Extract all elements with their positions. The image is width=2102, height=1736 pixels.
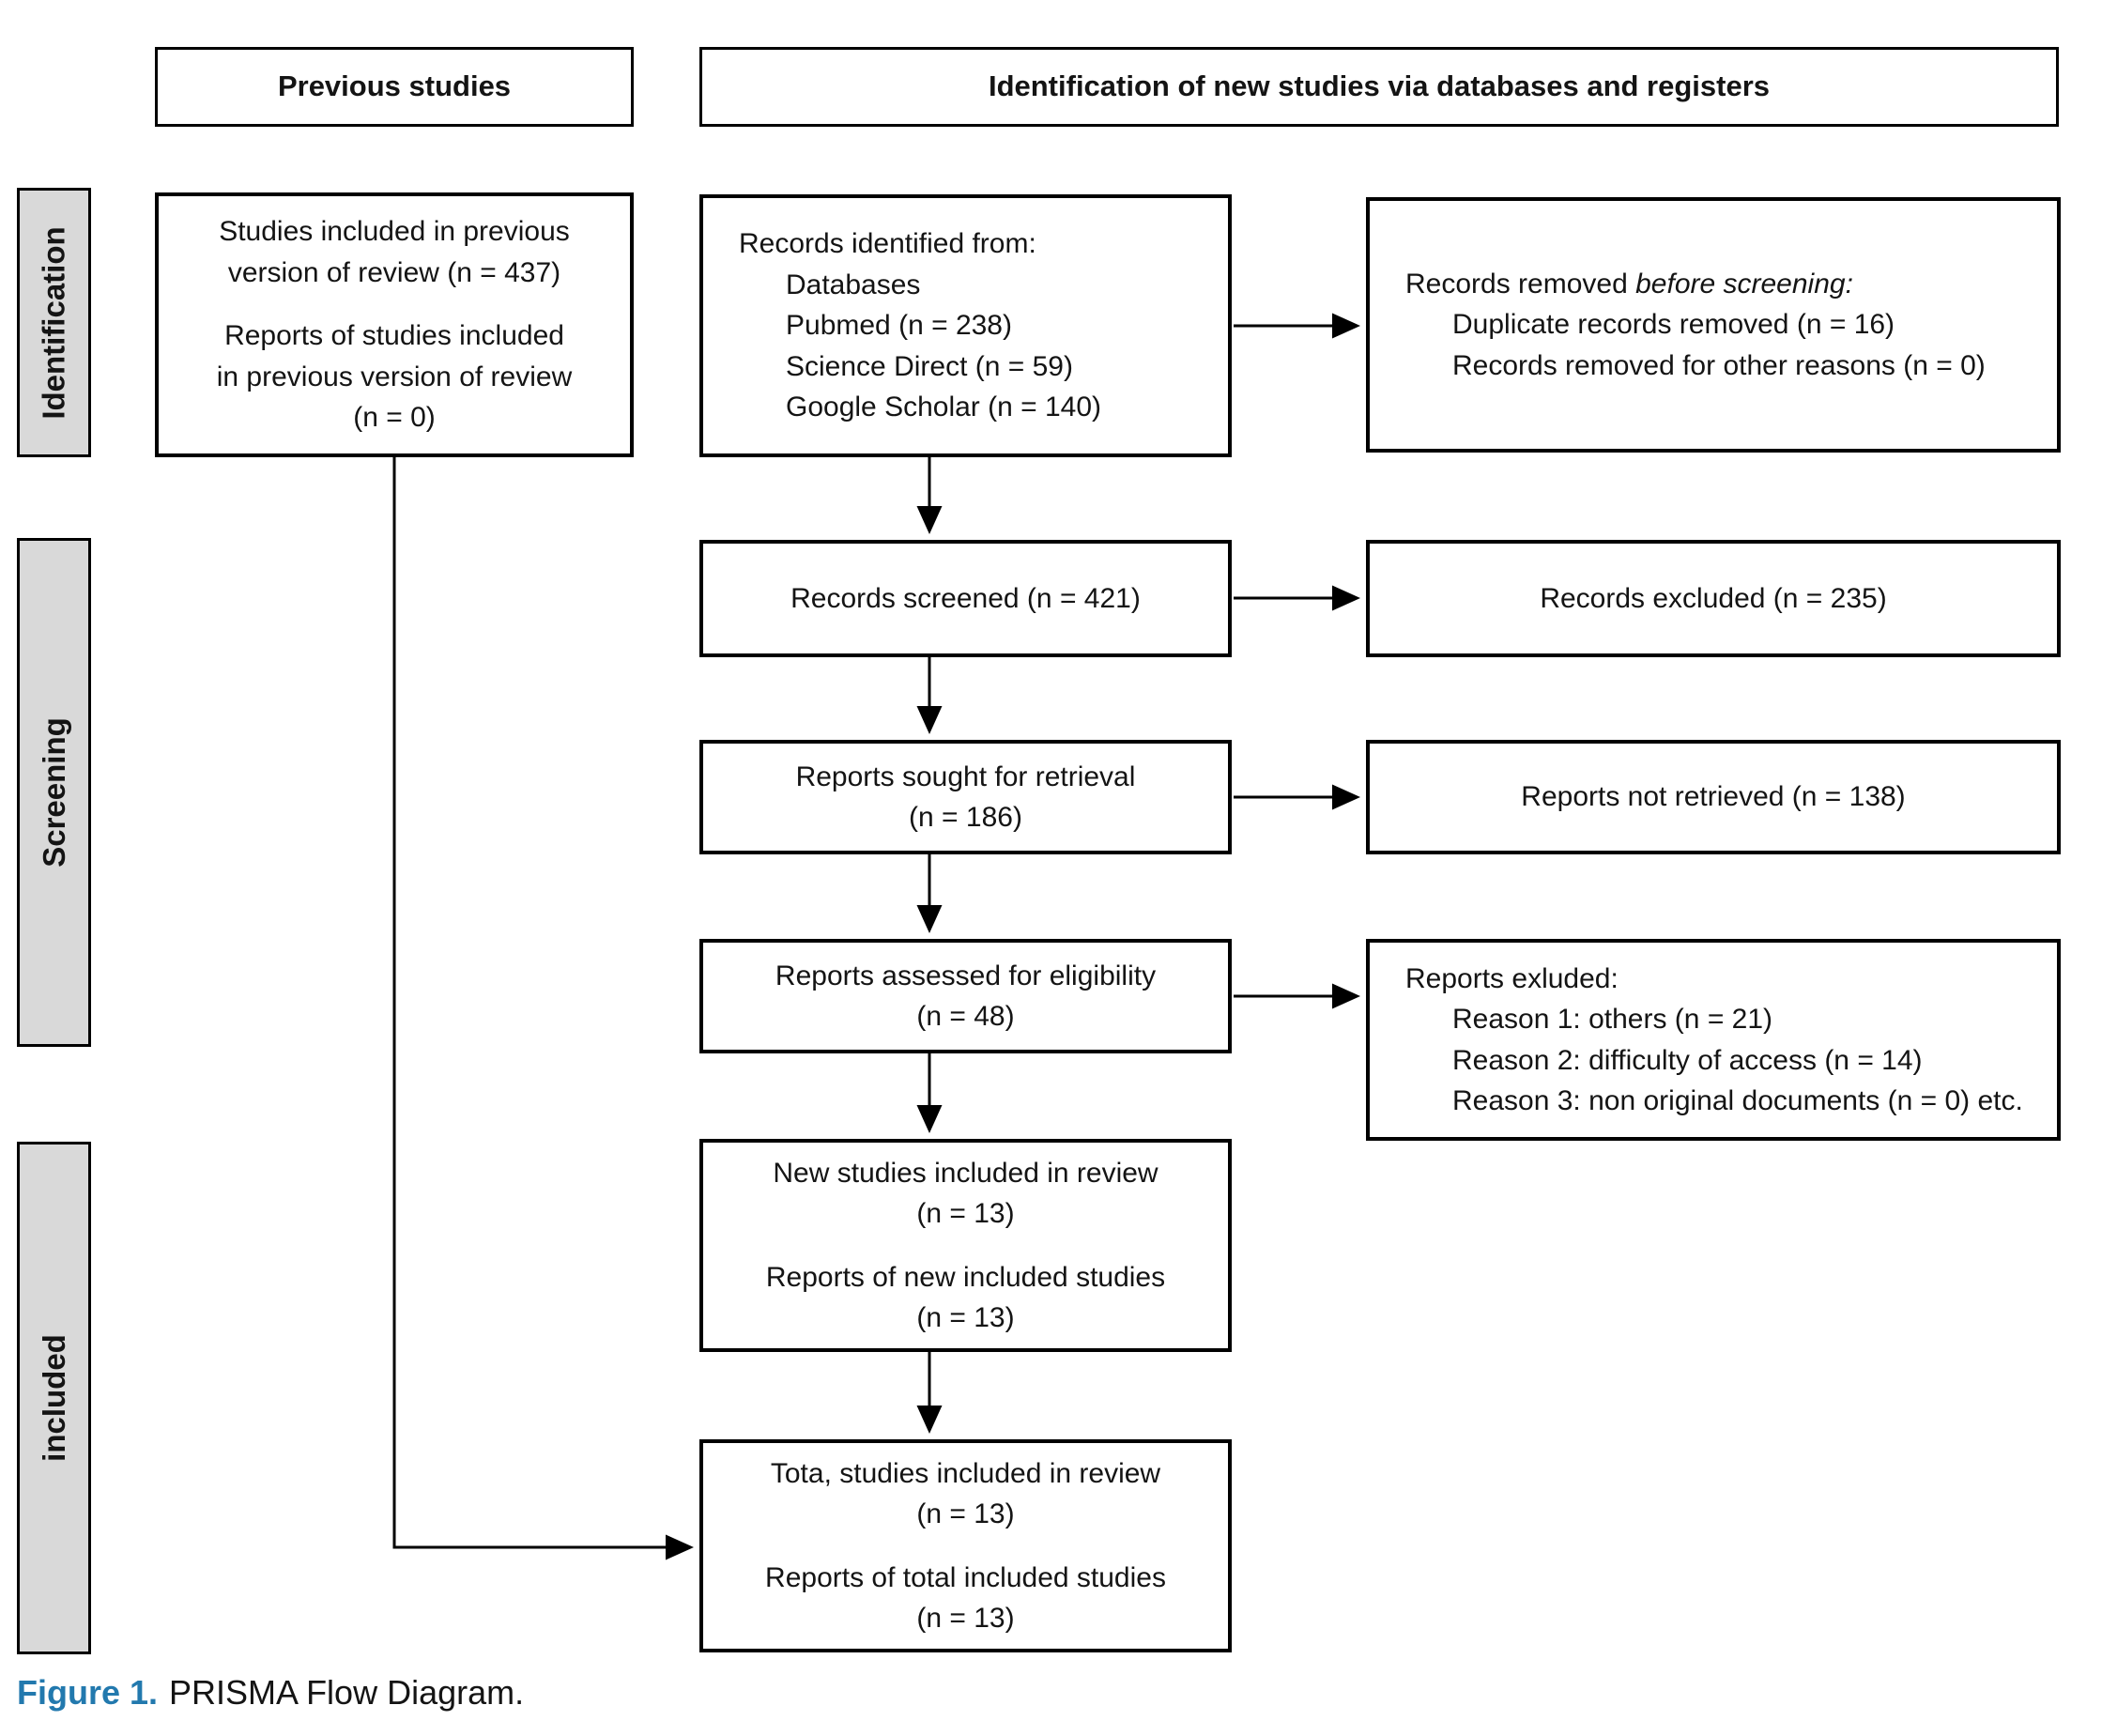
sidebar-identification bbox=[17, 188, 91, 457]
sidebar-included-label: included bbox=[36, 1334, 71, 1462]
new-studies-line: Reports of new included studies bbox=[765, 1261, 1166, 1293]
box-reports-not-retrieved bbox=[1366, 740, 2061, 854]
reports-sought-line: (n = 186) bbox=[909, 802, 1022, 833]
records-screened-text: Records screened (n = 421) bbox=[790, 582, 1141, 614]
records-identified-item: Databases bbox=[786, 269, 921, 300]
records-identified-item: Pubmed (n = 238) bbox=[786, 310, 1012, 342]
figure-caption bbox=[17, 1673, 524, 1713]
records-removed-title-italic: before screening: bbox=[1635, 268, 1853, 300]
reports-excluded-item: Reason 2: difficulty of access (n = 14) bbox=[1452, 1044, 1923, 1076]
box-previous-studies bbox=[155, 192, 634, 457]
records-excluded-text: Records excluded (n = 235) bbox=[1540, 582, 1887, 614]
figure-caption-text: PRISMA Flow Diagram. bbox=[169, 1673, 525, 1712]
reports-excluded-title: Reports exluded: bbox=[1405, 962, 1619, 994]
box-records-excluded bbox=[1366, 540, 2061, 657]
reports-assessed-line: Reports assessed for eligibility bbox=[775, 960, 1157, 991]
previous-studies-line: version of review (n = 437) bbox=[227, 256, 561, 288]
reports-excluded-item: Reason 3: non original documents (n = 0) etc. bbox=[1452, 1085, 2023, 1116]
previous-studies-line: Studies included in previous bbox=[219, 216, 570, 248]
total-studies-line: (n = 13) bbox=[916, 1498, 1015, 1529]
reports-not-retrieved-text: Reports not retrieved (n = 138) bbox=[1521, 781, 1906, 813]
sidebar-screening bbox=[17, 538, 91, 1047]
box-records-identified bbox=[699, 194, 1232, 457]
previous-studies-line: Reports of studies included bbox=[224, 320, 564, 352]
arrow-previous-to-total bbox=[394, 457, 668, 1547]
sidebar-included bbox=[17, 1142, 91, 1654]
figure-caption-label: Figure 1. bbox=[17, 1673, 159, 1712]
previous-studies-line: in previous version of review bbox=[216, 361, 573, 392]
header-previous-studies-label: Previous studies bbox=[277, 69, 512, 103]
records-identified-title: Records identified from: bbox=[739, 228, 1036, 260]
box-records-removed bbox=[1366, 197, 2061, 453]
box-total-studies bbox=[699, 1439, 1232, 1652]
box-records-screened bbox=[699, 540, 1232, 657]
previous-studies-line: (n = 0) bbox=[353, 402, 436, 434]
records-identified-item: Google Scholar (n = 140) bbox=[786, 392, 1102, 423]
records-removed-title bbox=[1405, 264, 2040, 305]
records-removed-item: Records removed for other reasons (n = 0) bbox=[1452, 349, 1986, 381]
reports-assessed-line: (n = 48) bbox=[916, 1001, 1015, 1032]
reports-sought-line: Reports sought for retrieval bbox=[795, 760, 1136, 792]
records-identified-item: Science Direct (n = 59) bbox=[786, 350, 1073, 382]
total-studies-line: Reports of total included studies bbox=[765, 1561, 1166, 1593]
box-reports-excluded bbox=[1366, 939, 2061, 1141]
new-studies-line: (n = 13) bbox=[916, 1302, 1015, 1333]
new-studies-line: New studies included in review bbox=[773, 1157, 1158, 1189]
box-reports-sought bbox=[699, 740, 1232, 854]
reports-excluded-item: Reason 1: others (n = 21) bbox=[1452, 1004, 1773, 1035]
total-studies-line: Tota, studies included in review bbox=[770, 1457, 1161, 1489]
records-removed-title-prefix: Records removed bbox=[1405, 268, 1636, 300]
new-studies-line: (n = 13) bbox=[916, 1198, 1015, 1229]
sidebar-screening-label: Screening bbox=[36, 717, 71, 868]
records-removed-item: Duplicate records removed (n = 16) bbox=[1452, 309, 1895, 341]
box-reports-assessed bbox=[699, 939, 1232, 1053]
sidebar-identification-label: Identification bbox=[36, 225, 71, 420]
total-studies-line: (n = 13) bbox=[916, 1603, 1015, 1634]
header-new-studies-label: Identification of new studies via databases and registers bbox=[988, 69, 1771, 103]
header-new-studies bbox=[699, 47, 2059, 127]
header-previous-studies bbox=[155, 47, 634, 127]
box-new-studies bbox=[699, 1139, 1232, 1352]
